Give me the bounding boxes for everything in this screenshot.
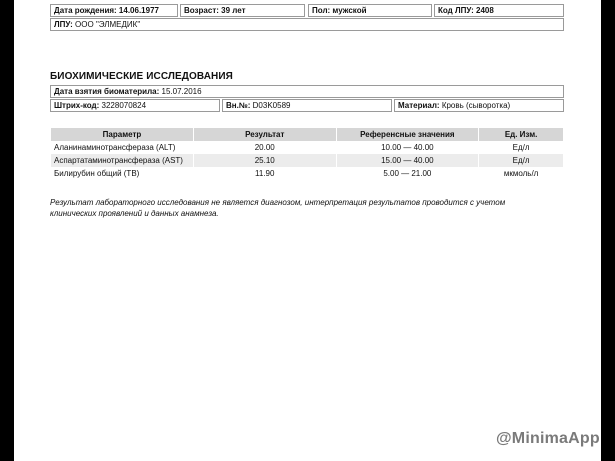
age-field xyxy=(180,4,305,17)
disclaimer-note: Результат лабораторного исследования не является диагнозом, интерпретация результатов проводится с учетом клинических проявлений и данных анамнеза. xyxy=(50,198,506,218)
dob-label: Дата рождения: xyxy=(54,6,117,15)
cell-result: 25.10 xyxy=(194,154,336,167)
table-row xyxy=(51,154,563,167)
material-value: Кровь (сыворотка) xyxy=(441,101,511,110)
sample-date-value: 15.07.2016 xyxy=(161,87,202,96)
sex-field xyxy=(308,4,432,17)
results-table xyxy=(50,128,564,180)
age-label: Возраст: xyxy=(184,6,219,15)
dob-field xyxy=(50,4,178,17)
header-reference: Референсные значения xyxy=(337,128,479,141)
material-label: Материал: xyxy=(398,101,440,110)
cell-param: Аспартатаминотрансфераза (AST) xyxy=(51,154,193,167)
cell-unit: Ед/л xyxy=(512,143,530,152)
table-row xyxy=(51,141,563,154)
vn-value: D03K0589 xyxy=(252,101,291,110)
barcode-value: 3228070824 xyxy=(101,101,147,110)
table-row xyxy=(51,167,563,180)
lpu-code-field xyxy=(434,4,564,17)
age-value: 39 лет xyxy=(221,6,246,15)
header-param: Параметр xyxy=(51,128,193,141)
sex-label: Пол: xyxy=(312,6,331,15)
cell-reference: 5.00 — 21.00 xyxy=(383,169,432,178)
cell-unit: мкмоль/л xyxy=(503,169,539,178)
lpu-label: ЛПУ: xyxy=(54,20,73,29)
vn-field xyxy=(222,99,392,112)
sample-date-field xyxy=(50,85,564,98)
watermark: @MinimaApp xyxy=(496,430,600,447)
barcode-field xyxy=(50,99,220,112)
cell-unit: Ед/л xyxy=(479,154,563,167)
cell-result: 20.00 xyxy=(254,143,275,152)
section-title: БИОХИМИЧЕСКИЕ ИССЛЕДОВАНИЯ xyxy=(50,71,233,82)
vn-label: Вн.№: xyxy=(226,101,251,110)
header-unit: Ед. Изм. xyxy=(479,128,563,141)
lpu-value: ООО "ЭЛМЕДИК" xyxy=(75,20,141,29)
sample-date-label: Дата взятия биоматерила: xyxy=(54,87,160,96)
lpu-code-value: 2408 xyxy=(476,6,494,15)
header-result: Результат xyxy=(194,128,336,141)
cell-reference: 15.00 — 40.00 xyxy=(337,154,479,167)
cell-param: Билирубин общий (ТВ) xyxy=(54,169,140,178)
lpu-code-label: Код ЛПУ: xyxy=(438,6,474,15)
sex-value: мужской xyxy=(332,6,367,15)
document-page xyxy=(14,0,601,461)
barcode-label: Штрих-код: xyxy=(54,101,100,110)
cell-result: 11.90 xyxy=(255,169,275,178)
dob-value: 14.06.1977 xyxy=(118,6,159,15)
cell-reference: 10.00 — 40.00 xyxy=(381,143,434,152)
cell-param: Аланинаминотрансфераза (ALT) xyxy=(54,143,176,152)
table-header-row xyxy=(51,128,563,141)
lpu-field xyxy=(50,18,564,31)
material-field xyxy=(394,99,564,112)
